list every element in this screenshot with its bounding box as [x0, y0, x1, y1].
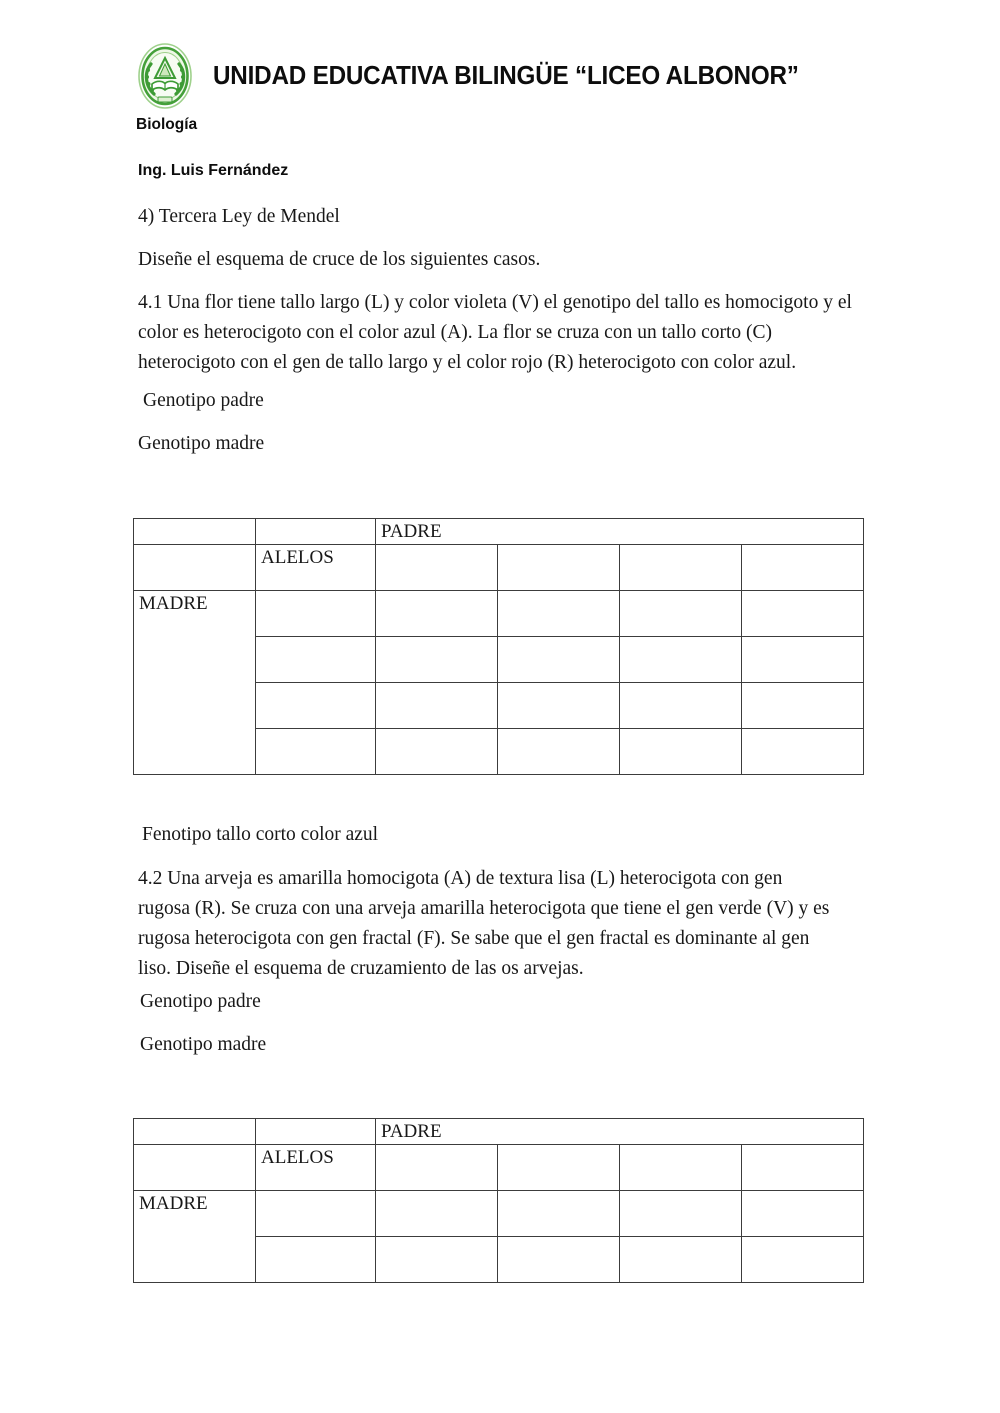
cell-cross[interactable] [742, 591, 864, 637]
cell-cross[interactable] [620, 1237, 742, 1283]
cell-mother-allele[interactable] [256, 637, 376, 683]
cell-cross[interactable] [620, 683, 742, 729]
cell-cross[interactable] [742, 1191, 864, 1237]
cell-cross[interactable] [620, 729, 742, 775]
genotype-mother-label-2: Genotipo madre [140, 1034, 267, 1055]
table-row [134, 1119, 864, 1145]
header-padre: PADRE [376, 519, 864, 545]
header-madre: MADRE [134, 591, 256, 775]
teacher-name: Ing. Luis Fernández [138, 162, 289, 179]
cell-cross[interactable] [498, 591, 620, 637]
table-row [134, 545, 864, 591]
header-alelos: ALELOS [256, 1145, 376, 1191]
genotype-father-label-1: Genotipo padre [143, 390, 264, 411]
header-alelos: ALELOS [256, 545, 376, 591]
cell-cross[interactable] [376, 683, 498, 729]
cell-cross[interactable] [376, 1191, 498, 1237]
cell-cross[interactable] [620, 637, 742, 683]
cell-mother-allele[interactable] [256, 1237, 376, 1283]
cell-cross[interactable] [498, 637, 620, 683]
cell-cross[interactable] [742, 729, 864, 775]
cell-father-allele[interactable] [376, 545, 498, 591]
cell-empty[interactable] [256, 1119, 376, 1145]
cell-cross[interactable] [376, 637, 498, 683]
table-row [134, 1145, 864, 1191]
cell-father-allele[interactable] [498, 545, 620, 591]
cell-mother-allele[interactable] [256, 1191, 376, 1237]
cell-cross[interactable] [498, 1237, 620, 1283]
document-header [133, 38, 873, 114]
cell-mother-allele[interactable] [256, 591, 376, 637]
cell-cross[interactable] [742, 683, 864, 729]
cell-empty[interactable] [134, 1119, 256, 1145]
section-heading-law: 4) Tercera Ley de Mendel [138, 206, 340, 227]
cell-cross[interactable] [620, 1191, 742, 1237]
cell-father-allele[interactable] [376, 1145, 498, 1191]
header-madre: MADRE [134, 1191, 256, 1283]
phenotype-label-1: Fenotipo tallo corto color azul [142, 824, 379, 845]
cell-empty[interactable] [134, 1145, 256, 1191]
cell-father-allele[interactable] [742, 545, 864, 591]
genotype-father-label-2: Genotipo padre [140, 991, 261, 1012]
cell-father-allele[interactable] [498, 1145, 620, 1191]
cell-cross[interactable] [498, 683, 620, 729]
cell-cross[interactable] [742, 1237, 864, 1283]
cell-father-allele[interactable] [620, 545, 742, 591]
table-row [134, 519, 864, 545]
cell-cross[interactable] [498, 729, 620, 775]
cell-cross[interactable] [376, 729, 498, 775]
organization-title: UNIDAD EDUCATIVA BILINGÜE “LICEO ALBONOR” [213, 61, 799, 90]
cell-mother-allele[interactable] [256, 683, 376, 729]
cell-father-allele[interactable] [620, 1145, 742, 1191]
cell-mother-allele[interactable] [256, 729, 376, 775]
subject-label: Biología [136, 116, 198, 133]
punnett-square-2 [133, 1118, 864, 1283]
table-row [134, 591, 864, 637]
table-row [134, 1191, 864, 1237]
cell-empty[interactable] [134, 545, 256, 591]
cell-cross[interactable] [498, 1191, 620, 1237]
cell-father-allele[interactable] [742, 1145, 864, 1191]
cell-empty[interactable] [256, 519, 376, 545]
punnett-square-1 [133, 518, 864, 775]
case-1-statement: 4.1 Una flor tiene tallo largo (L) y color violeta (V) el genotipo del tallo es homocigoto y el color es heterocigoto con el color azul (A). La flor se cruza con un tallo corto (C) heterocigoto con el gen de tallo largo y el color rojo (R) heterocigoto con color azul. [138, 292, 852, 373]
cell-cross[interactable] [620, 591, 742, 637]
cell-empty[interactable] [134, 519, 256, 545]
school-crest-logo-icon [133, 40, 197, 112]
genotype-mother-label-1: Genotipo madre [138, 433, 265, 454]
instruction-text: Diseñe el esquema de cruce de los siguientes casos. [138, 249, 541, 270]
cell-cross[interactable] [376, 591, 498, 637]
case-2-statement: 4.2 Una arveja es amarilla homocigota (A) de textura lisa (L) heterocigota con gen rugosa (R). Se cruza con una arveja amarilla heterocigota que tiene el gen verde (V) y es rugosa heterocigota con gen fractal (F). Se sabe que el gen fractal es dominante al gen liso. Diseñe el esquema de cruzamiento de las os arvejas. [138, 868, 830, 979]
cell-cross[interactable] [376, 1237, 498, 1283]
header-padre: PADRE [376, 1119, 864, 1145]
cell-cross[interactable] [742, 637, 864, 683]
